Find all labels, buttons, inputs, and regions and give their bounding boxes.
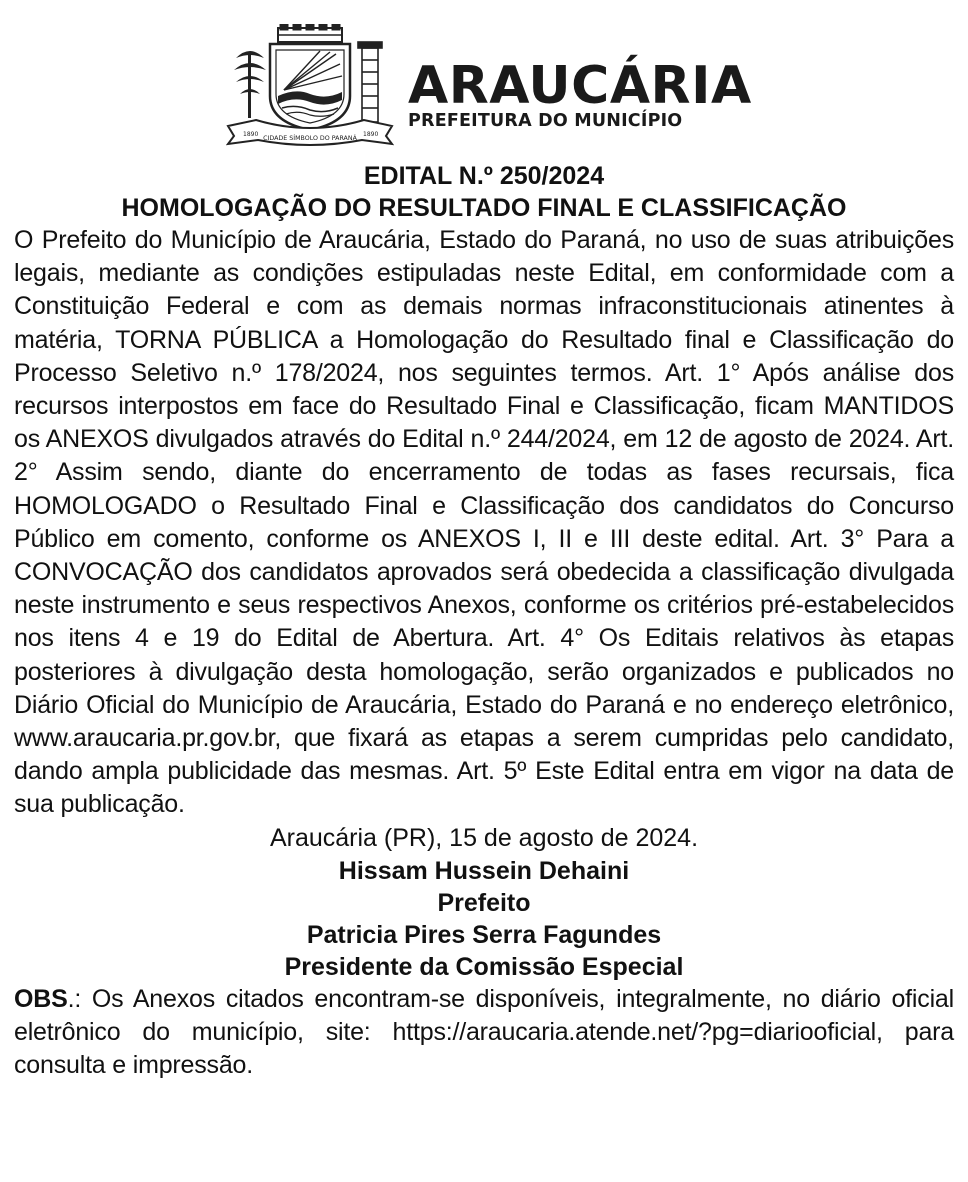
document-content <box>14 160 954 1083</box>
edital-number: EDITAL N.º 250/2024 <box>363 162 605 190</box>
signer-name: Patricia Pires Serra Fagundes <box>306 921 662 950</box>
brand-name: ARAUCÁRIA <box>408 56 752 116</box>
svg-text:CIDADE SÍMBOLO DO PARANÁ: CIDADE SÍMBOLO DO PARANÁ <box>263 135 357 142</box>
signer-role: Presidente da Comissão Especial <box>284 953 684 982</box>
brand-block <box>408 56 752 131</box>
document-body: O Prefeito do Município de Araucária, Estado do Paraná, no uso de suas atribuições legais, mediante as condições estipuladas neste Edital, em conformidade com a Constituição Federal e com as demais normas infraconstitucionais atinentes à matéria, TORNA PÚBLICA a Homologação do Resultado final e Classificação do Processo Seletivo n.º 178/2024, nos seguintes termos. Art. 1° Após análise dos recursos interpostos em face do Resultado Final e Classificação, ficam MANTIDOS os ANEXOS divulgados através do Edital n.º 244/2024, em 12 de agosto de 2024. Art. 2° Assim sendo, diante do encerramento de todas as fases recursais, fica HOMOLOGADO o Resultado Final e Classificação dos candidatos do Concurso Público em comento, conforme os ANEXOS I, II e III deste edital. Art. 3° Para a CONVOCAÇÃO dos candidatos aprovados será obedecida a classificação divulgada neste instrumento e seus respectivos Anexos, conforme os critérios pré-estabelecidos nos itens 4 e 19 do Edital de Abertura. Art. 4° Os Editais relativos às etapas posteriores à divulgação desta homologação, serão organizados e publicados no Diário Oficial do Município de Araucária, Estado do Paraná e no endereço eletrônico, www.araucaria.pr.gov.br, que fixará as etapas a serem cumpridas pelo candidato, dando ampla publicidade das mesmas. Art. 5º Este Edital entra em vigor na data de sua publicação. <box>14 226 954 819</box>
svg-text:1890: 1890 <box>243 131 259 138</box>
place-date: Araucária (PR), 15 de agosto de 2024. <box>269 823 699 852</box>
observation-note <box>14 983 954 1083</box>
document-title: HOMOLOGAÇÃO DO RESULTADO FINAL E CLASSIFICAÇÃO <box>121 194 847 222</box>
brand-subtitle: PREFEITURA DO MUNICÍPIO <box>408 111 683 131</box>
obs-label: OBS <box>14 985 68 1014</box>
signer-name: Hissam Hussein Dehaini <box>338 857 630 886</box>
obs-text: .: Os Anexos citados encontram-se disponíveis, integralmente, no diário oficial eletrônico do município, site: https://araucaria.atende.net/?pg=diariooficial, para consulta e impressão. <box>14 985 954 1080</box>
letterhead <box>226 24 766 146</box>
signer-role: Prefeito <box>437 889 531 918</box>
svg-text:1890: 1890 <box>363 131 379 138</box>
coat-of-arms-logo <box>226 24 394 146</box>
